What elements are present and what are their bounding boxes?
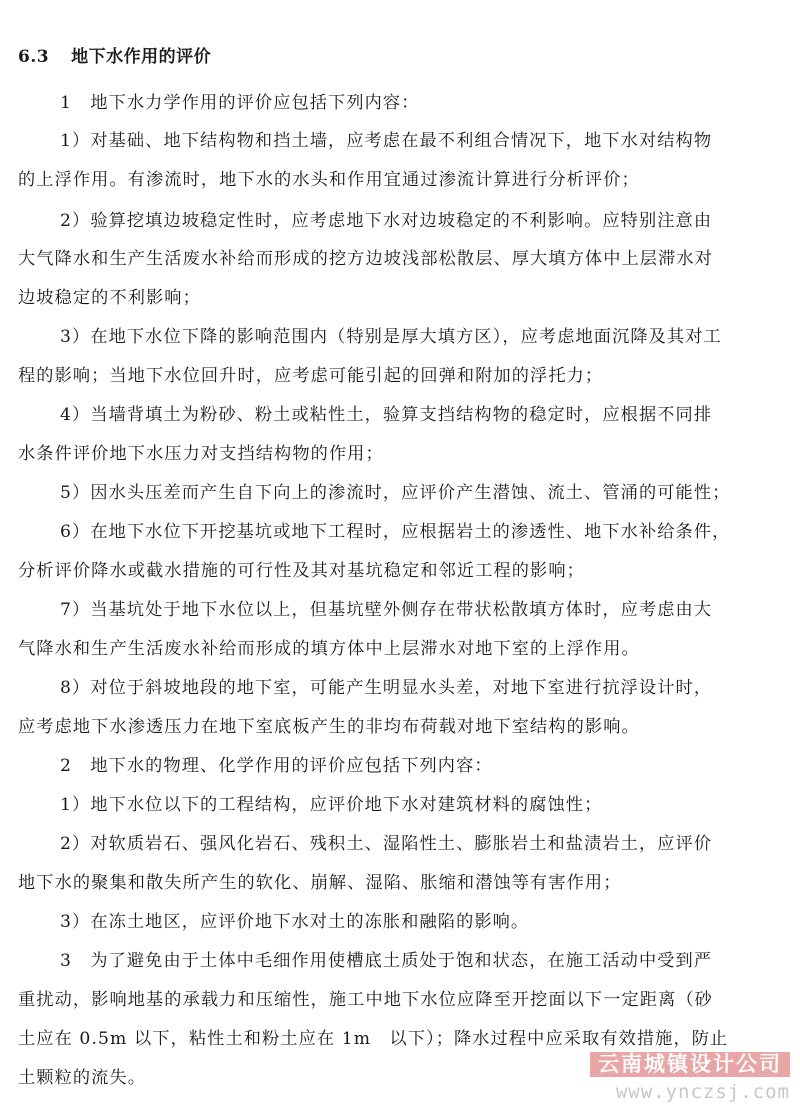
watermark-company-name: 云南城镇设计公司 — [590, 1052, 790, 1077]
paragraph-line: 重扰动，影响地基的承载力和压缩性，施工中地下水位应降至开挖面以下一定距离（砂 — [18, 990, 713, 1010]
paragraph-line: 5）因水头压差而产生自下向上的渗流时，应评价产生潜蚀、流土、管涌的可能性； — [60, 483, 731, 503]
paragraph-line: 3）在冻土地区，应评价地下水对土的冻胀和融陷的影响。 — [60, 912, 530, 932]
paragraph-line: 4）当墙背填土为粉砂、粉土或粘性土，验算支挡结构物的稳定时，应根据不同排 — [60, 405, 713, 425]
paragraph-line: 大气降水和生产生活废水补给而形成的挖方边坡浅部松散层、厚大填方体中上层滞水对 — [18, 249, 713, 269]
paragraph-line: 水条件评价地下水压力对支挡结构物的作用； — [18, 444, 384, 464]
paragraph-line: 土颗粒的流失。 — [18, 1068, 147, 1088]
paragraph-line: 的上浮作用。有渗流时，地下水的水头和作用宜通过渗流计算进行分析评价； — [18, 170, 640, 190]
paragraph-line: 程的影响；当地下水位回升时，应考虑可能引起的回弹和附加的浮托力； — [18, 366, 604, 386]
paragraph-line: 应考虑地下水渗透压力在地下室底板产生的非均布荷载对地下室结构的影响。 — [18, 717, 640, 737]
paragraph-line: 3）在地下水位下降的影响范围内（特别是厚大填方区），应考虑地面沉降及其对工 — [60, 327, 722, 347]
section-heading — [18, 42, 211, 67]
paragraph-line: 1）对基础、地下结构物和挡土墙，应考虑在最不利组合情况下，地下水对结构物 — [60, 131, 713, 151]
section-title: 地下水作用的评价 — [71, 47, 212, 67]
paragraph-line: 气降水和生产生活废水补给而形成的填方体中上层滞水对地下室的上浮作用。 — [18, 639, 640, 659]
paragraph-line: 边坡稳定的不利影响； — [18, 288, 201, 308]
paragraph-line: 2）验算挖填边坡稳定性时，应考虑地下水对边坡稳定的不利影响。应特别注意由 — [60, 211, 713, 231]
paragraph-line: 7）当基坑处于地下水位以上，但基坑壁外侧存在带状松散填方体时，应考虑由大 — [60, 600, 713, 620]
paragraph-line: 2 地下水的物理、化学作用的评价应包括下列内容： — [60, 756, 493, 776]
paragraph-line: 1 地下水力学作用的评价应包括下列内容： — [60, 93, 420, 113]
watermark-url: www.ynczsj.com — [615, 1081, 790, 1103]
paragraph-line: 6）在地下水位下开挖基坑或地下工程时，应根据岩土的渗透性、地下水补给条件， — [60, 522, 731, 542]
watermark — [590, 1052, 790, 1102]
paragraph-line: 3 为了避免由于土体中毛细作用使槽底土质处于饱和状态，在施工活动中受到严 — [60, 951, 713, 971]
paragraph-line: 地下水的聚集和散失所产生的软化、崩解、湿陷、胀缩和潜蚀等有害作用； — [18, 873, 622, 893]
section-number: 6.3 — [18, 47, 50, 67]
paragraph-line: 土应在 0.5m 以下，粘性土和粉土应在 1m 以下）；降水过程中应采取有效措施，防止 — [18, 1029, 729, 1049]
paragraph-line: 8）对位于斜坡地段的地下室，可能产生明显水头差，对地下室进行抗浮设计时， — [60, 678, 713, 698]
paragraph-line: 2）对软质岩石、强风化岩石、残积土、湿陷性土、膨胀岩土和盐渍岩土，应评价 — [60, 834, 713, 854]
paragraph-line: 1）地下水位以下的工程结构，应评价地下水对建筑材料的腐蚀性； — [60, 795, 603, 815]
paragraph-line: 分析评价降水或截水措施的可行性及其对基坑稳定和邻近工程的影响； — [18, 561, 585, 581]
